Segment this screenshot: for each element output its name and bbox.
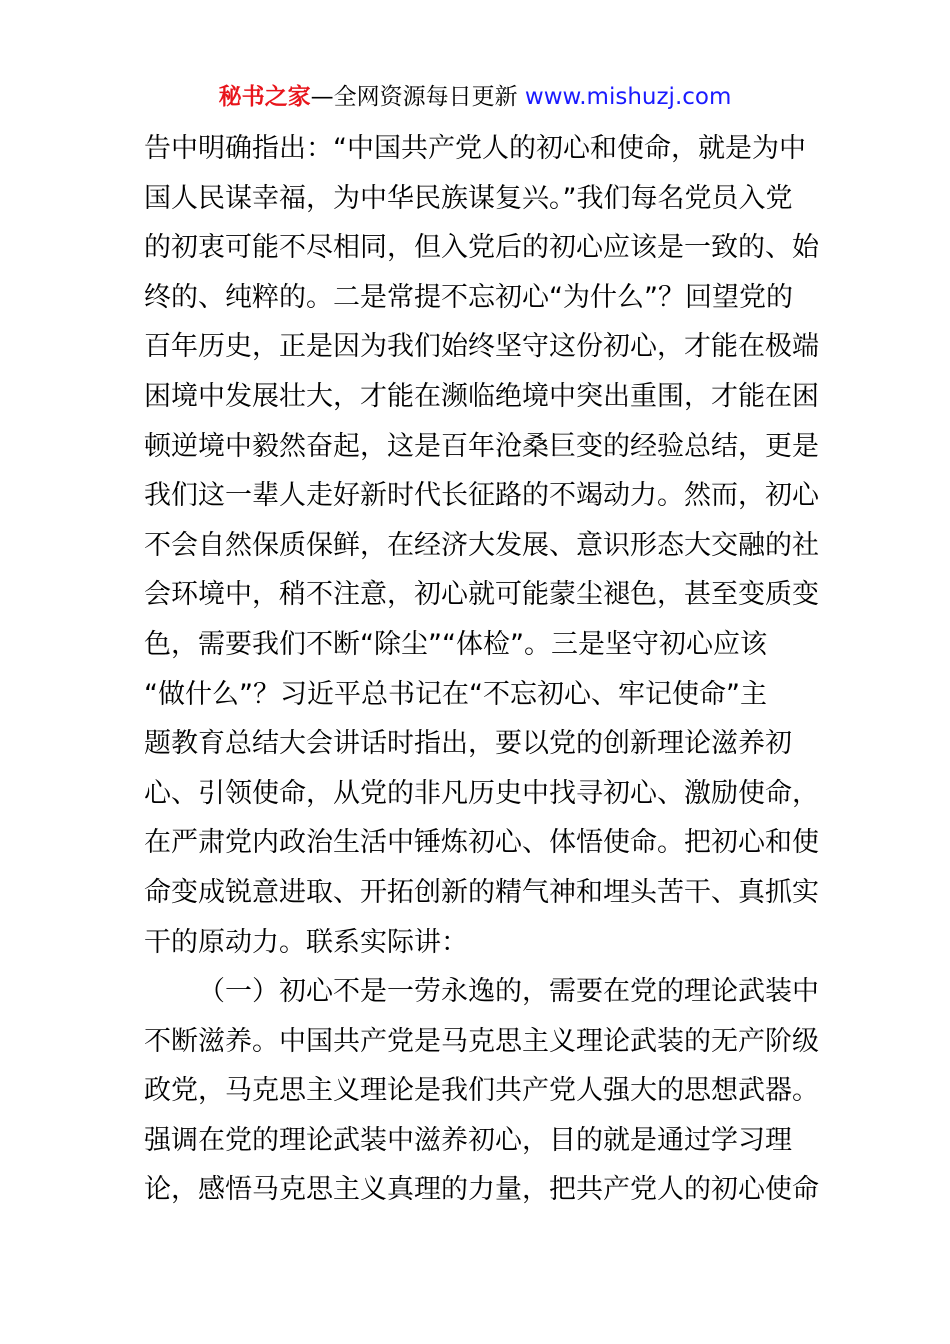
text-line: 百年历史，正是因为我们始终坚守这份初心，才能在极端	[144, 331, 819, 363]
text-line: 顿逆境中毅然奋起，这是百年沧桑巨变的经验总结，更是	[144, 430, 819, 462]
text-line: 心、引领使命，从党的非凡历史中找寻初心、激励使命，	[144, 777, 819, 809]
text-line: 会环境中，稍不注意，初心就可能蒙尘褪色，甚至变质变	[144, 579, 819, 611]
text-line: 不断滋养。中国共产党是马克思主义理论武装的无产阶级	[144, 1025, 819, 1057]
header-tagline: —全网资源每日更新	[310, 84, 525, 110]
text-line: 不会自然保质保鲜，在经济大发展、意识形态大交融的社	[144, 529, 819, 561]
text-line: 强调在党的理论武装中滋养初心，目的就是通过学习理	[144, 1124, 792, 1156]
text-line: 命变成锐意进取、开拓创新的精气神和埋头苦干、真抓实	[144, 876, 819, 908]
site-url-link[interactable]: www.mishuzj.com	[524, 84, 732, 110]
text-line: 论，感悟马克思主义真理的力量，把共产党人的初心使命	[144, 1174, 819, 1206]
text-line: 题教育总结大会讲话时指出，要以党的创新理论滋养初	[144, 728, 792, 760]
text-line: 我们这一辈人走好新时代长征路的不竭动力。然而，初心	[144, 480, 819, 512]
text-line: 政党，马克思主义理论是我们共产党人强大的思想武器。	[144, 1075, 819, 1107]
brand-name: 秘书之家	[218, 84, 311, 110]
text-line: 终的、纯粹的。二是常提不忘初心“为什么”？回望党的	[144, 281, 793, 313]
text-line: 干的原动力。联系实际讲：	[144, 926, 468, 958]
text-line: 告中明确指出：“中国共产党人的初心和使命，就是为中	[144, 133, 806, 164]
text-line: “做什么”？习近平总书记在“不忘初心、牢记使命”主	[144, 678, 767, 710]
document-body	[144, 124, 819, 1215]
section-heading-line: （一）初心不是一劳永逸的，需要在党的理论武装中	[198, 976, 819, 1008]
text-line: 国人民谋幸福，为中华民族谋复兴。”我们每名党员入党	[144, 182, 793, 214]
text-line: 色，需要我们不断“除尘”“体检”。三是坚守初心应该	[144, 628, 767, 660]
text-line: 的初衷可能不尽相同，但入党后的初心应该是一致的、始	[144, 232, 819, 264]
text-line: 在严肃党内政治生活中锤炼初心、体悟使命。把初心和使	[144, 827, 819, 859]
text-line: 困境中发展壮大，才能在濒临绝境中突出重围，才能在困	[144, 380, 819, 412]
page-header	[0, 80, 950, 114]
